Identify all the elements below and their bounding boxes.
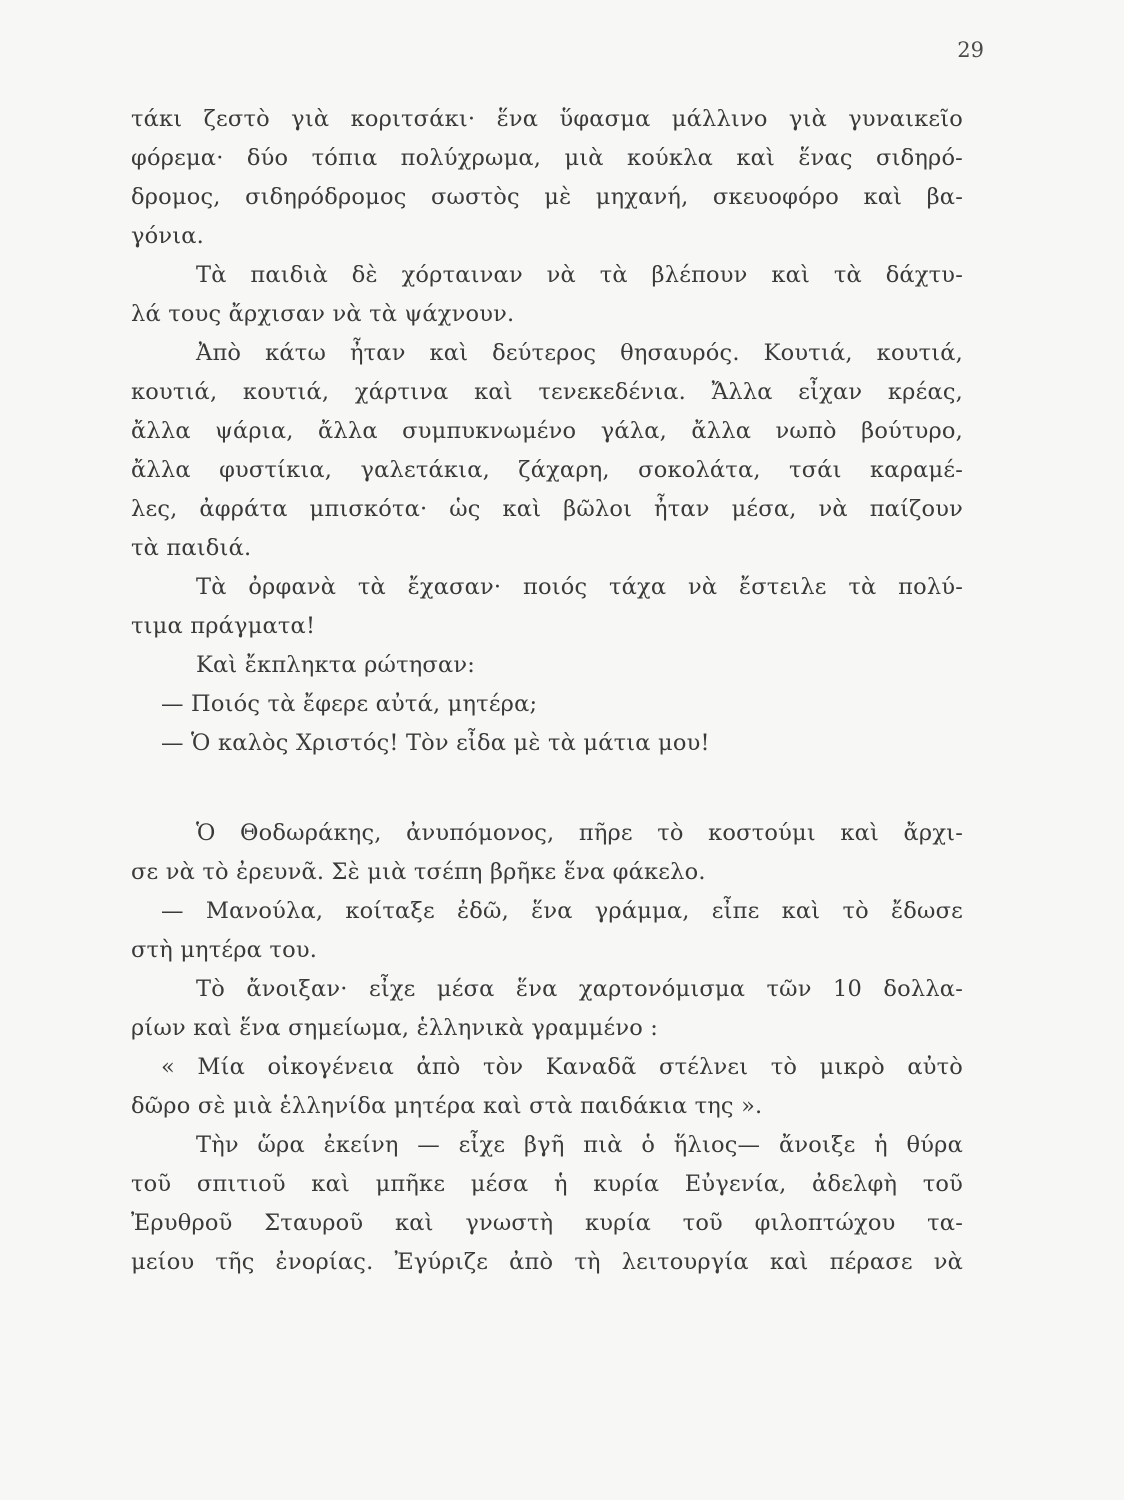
text-line: τὰ παιδιά. — [131, 535, 252, 561]
text-line: στὴ μητέρα του. — [131, 937, 318, 963]
text-line: τιμα πράγματα! — [131, 613, 316, 639]
text-line: λες, ἀφράτα μπισκότα· ὡς καὶ βῶλοι ἦταν μέσα, νὰ παίζουν — [131, 496, 963, 522]
text-line: ἄλλα φυστίκια, γαλετάκια, ζάχαρη, σοκολάτα, τσάι καραμέ- — [131, 457, 963, 483]
text-line: ἄλλα ψάρια, ἄλλα συμπυκνωμένο γάλα, ἄλλα νωπὸ βούτυρο, — [131, 418, 963, 444]
quote-line: δῶρο σὲ μιὰ ἑλληνίδα μητέρα καὶ στὰ παιδάκια της ». — [131, 1093, 763, 1119]
text-line: τοῦ σπιτιοῦ καὶ μπῆκε μέσα ἡ κυρία Εὐγενία, ἀδελφὴ τοῦ — [131, 1171, 963, 1197]
text-line: Τὰ παιδιὰ δὲ χόρταιναν νὰ τὰ βλέπουν καὶ τὰ δάχτυ- — [196, 262, 963, 288]
text-line: ρίων καὶ ἕνα σημείωμα, ἑλληνικὰ γραμμένο : — [131, 1015, 659, 1041]
page-number: 29 — [957, 38, 984, 62]
text-line: Τὸ ἄνοιξαν· εἶχε μέσα ἕνα χαρτονόμισμα τῶν 10 δολλα- — [196, 976, 963, 1002]
body-text — [131, 100, 963, 1282]
text-line: δρομος, σιδηρόδρομος σωστὸς μὲ μηχανή, σκευοφόρο καὶ βα- — [131, 184, 963, 210]
text-line: κουτιά, κουτιά, χάρτινα καὶ τενεκεδένια. Ἄλλα εἶχαν κρέας, — [131, 379, 963, 405]
dialog-line: — Ποιός τὰ ἔφερε αὐτά, μητέρα; — [161, 691, 538, 717]
text-line: λά τους ἄρχισαν νὰ τὰ ψάχνουν. — [131, 301, 515, 327]
text-line: γόνια. — [131, 223, 205, 249]
text-line: μείου τῆς ἐνορίας. Ἐγύριζε ἀπὸ τὴ λειτουργία καὶ πέρασε νὰ — [131, 1249, 963, 1275]
text-line: φόρεμα· δύο τόπια πολύχρωμα, μιὰ κούκλα καὶ ἕνας σιδηρό- — [131, 145, 963, 171]
text-line: Καὶ ἔκπληκτα ρώτησαν: — [196, 652, 476, 678]
text-line: Τὴν ὥρα ἐκείνη — εἶχε βγῆ πιὰ ὁ ἥλιος— ἄνοιξε ἡ θύρα — [196, 1132, 963, 1158]
dialog-line: — Ὁ καλὸς Χριστός! Τὸν εἶδα μὲ τὰ μάτια μου! — [161, 730, 710, 756]
text-line: τάκι ζεστὸ γιὰ κοριτσάκι· ἕνα ὕφασμα μάλλινο γιὰ γυναικεῖο — [131, 106, 963, 132]
section-break — [131, 763, 963, 814]
dialog-line: — Μανούλα, κοίταξε ἐδῶ, ἕνα γράμμα, εἶπε καὶ τὸ ἔδωσε — [161, 898, 963, 924]
text-line: Ἐρυθροῦ Σταυροῦ καὶ γνωστὴ κυρία τοῦ φιλοπτώχου τα- — [131, 1210, 963, 1236]
quote-line: « Μία οἰκογένεια ἀπὸ τὸν Καναδᾶ στέλνει τὸ μικρὸ αὐτὸ — [161, 1054, 963, 1080]
text-line: Ἀπὸ κάτω ἦταν καὶ δεύτερος θησαυρός. Κουτιά, κουτιά, — [196, 340, 963, 366]
text-line: Τὰ ὀρφανὰ τὰ ἔχασαν· ποιός τάχα νὰ ἔστειλε τὰ πολύ- — [196, 574, 963, 600]
text-line: σε νὰ τὸ ἐρευνᾶ. Σὲ μιὰ τσέπη βρῆκε ἕνα φάκελο. — [131, 859, 706, 885]
text-line: Ὁ Θοδωράκης, ἀνυπόμονος, πῆρε τὸ κοστούμι καὶ ἄρχι- — [196, 820, 963, 846]
